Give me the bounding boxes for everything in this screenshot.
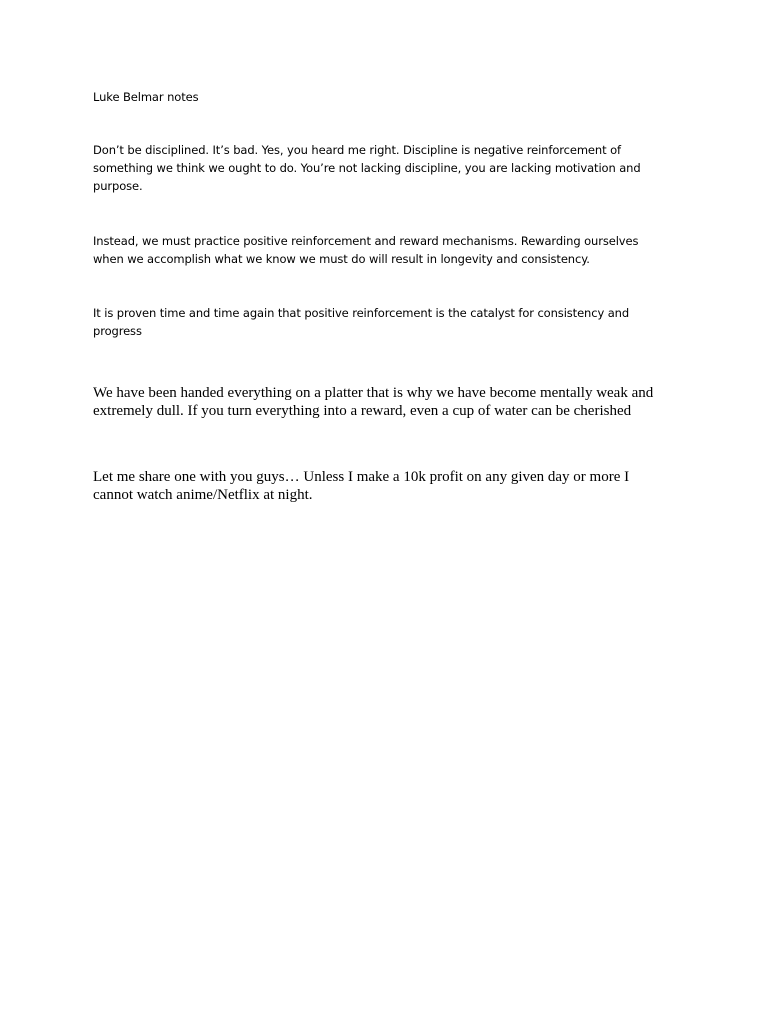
document-title: Luke Belmar notes xyxy=(93,90,199,104)
paragraph-platter: We have been handed everything on a platter that is why we have become mentally weak and extremely dull. If you turn everything into a reward, even a cup of water can be cherished xyxy=(93,385,654,419)
paragraph-reward-example: Let me share one with you guys… Unless I make a 10k profit on any given day or more I cannot watch anime/Netflix at night. xyxy=(93,469,630,503)
paragraph-discipline: Don’t be disciplined. It’s bad. Yes, you heard me right. Discipline is negative reinforcement of something we think we ought to do. You’re not lacking discipline, you are lacking motivation and purpose. xyxy=(93,143,641,193)
paragraph-positive-reinforcement: Instead, we must practice positive reinforcement and reward mechanisms. Rewarding ourselves when we accomplish what we know we must do will result in longevity and consistency. xyxy=(93,234,639,266)
paragraph-catalyst: It is proven time and time again that positive reinforcement is the catalyst for consistency and progress xyxy=(93,306,630,338)
